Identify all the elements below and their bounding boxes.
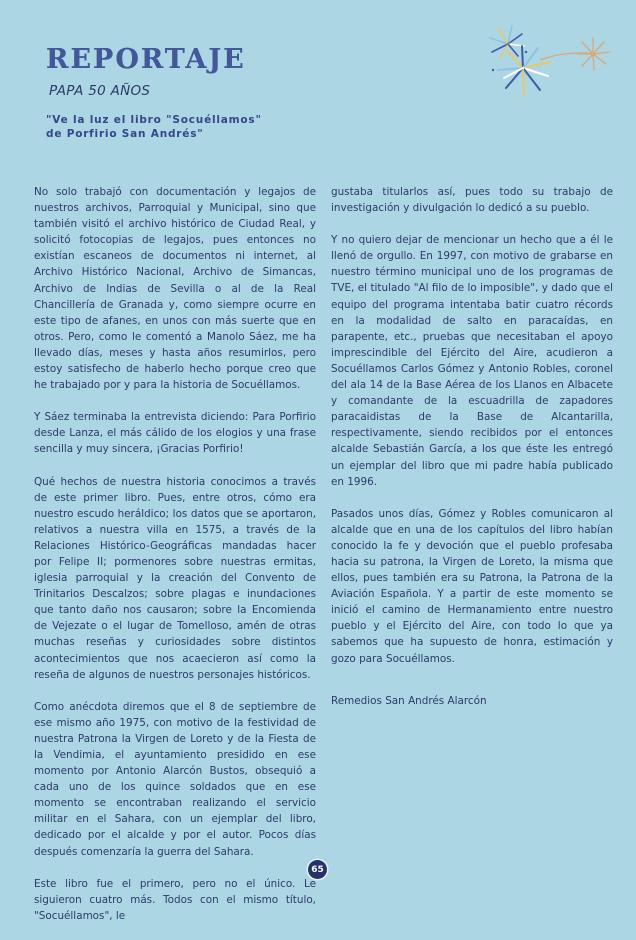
firework-small (490, 26, 524, 58)
paragraph: Como anécdota diremos que el 8 de septiembre de ese mismo año 1975, con motivo de la festividad de nuestra Patrona la Virgen de Loreto y de la Fiesta de la Vendimia, el ayuntamiento presidido en ese momento por Antonio Alarcón Bustos, obsequió a cada uno de los quince soldados que en ese momento se encontraban realizando el servicio militar en el Sahara, con un ejemplar del libro, dedicado por el alcalde y por el autor. Pocos días después comenzaría la guerra del Sahara. (34, 700, 316, 858)
left-column (34, 184, 316, 940)
paragraph: No solo trabajó con documentación y legajos de nuestros archivos, Parroquial y Municipal, sino que también visitó el archivo histórico de Ciudad Real, y solicitó fotocopias de legajos, pues entonces no existían escaneos de documentos ni internet, al Archivo Histórico Nacional, Archivo de Simancas, Archivo de Indias de Sevilla o al de la Real Chancillería de Granada y, como siempre ocurre en este tipo de afanes, en unos con más suerte que en otros. Pero, como le comentó a Manolo Sáez, me ha llevado días, meses y hasta años resumirlos, pero estoy satisfecho de haberlo hecho porque creo que he trabajado por y para la historia de Socuéllamos. (34, 186, 316, 392)
firework-large (492, 46, 550, 96)
quote-line-2: de Porfirio San Andrés" (46, 128, 204, 140)
fireworks-icon (478, 22, 636, 104)
paragraph: gustaba titularlos así, pues todo su trabajo de investigación y divulgación lo dedicó a su pueblo. (331, 186, 613, 215)
quote-line-1: "Ve la luz el libro "Socuéllamos" (46, 114, 262, 126)
paragraph: Y no quiero dejar de mencionar un hecho que a él le llenó de orgullo. En 1997, con motivo de grabarse en nuestro término municipal uno de los programas de TVE, el titulado "Al filo de lo imposible", y dado que el equipo del programa intentaba batir cuatro récords en la modalidad de salto en paracaídas, en parapente, etc., pruebas que necesitaban el apoyo imprescindible del Ejército del Aire, acudieron a Socuéllamos Carlos Gómez y Antonio Robles, coronel del ala 14 de la Base Aérea de los Llanos en Albacete y comandante de la escuadrilla de zapadores paracaidistas de la Base de Alcantarilla, respectivamente, siendo recibidos por el entonces alcalde Sebastián García, a los que éste les entregó un ejemplar del libro que mi padre había publicado en 1996. (331, 234, 613, 488)
section-title-text: REPORTAJE (46, 44, 246, 75)
right-column (331, 184, 613, 725)
firework-gold (578, 38, 610, 70)
page-number-badge: 65 (308, 860, 327, 879)
paragraph: Este libro fue el primero, pero no el único. Le siguieron cuatro más. Todos con el mismo título, "Socuéllamos", le (34, 877, 316, 922)
section-title (46, 44, 246, 75)
article-subtitle: PAPA 50 AÑOS (49, 83, 151, 99)
paragraph: Pasados unos días, Gómez y Robles comunicaron al alcalde que en una de los capítulos del libro habían conocido la fe y devoción que el pueblo profesaba hacia su patrona, la Virgen de Loreto, la misma que ellos, pues también era su Patrona, la Patrona de la Aviación Española. Y a partir de este momento se inició el camino de Hermanamiento entre nuestro pueblo y el Ejército del Aire, con todo lo que ya sabemos que ha supuesto de honra, estimación y gozo para Socuéllamos. (331, 507, 613, 665)
paragraph: Qué hechos de nuestra historia conocimos a través de este primer libro. Pues, entre otros, cómo era nuestro escudo heráldico; los datos que se aportaron, relativos a nuestra villa en 1575, a través de la Relaciones Histórico-Geográficas mandadas hacer por Felipe II; pormenores sobre nuestras ermitas, iglesia parroquial y la creación del Convento de Trinitarios Descalzos; sobre plagas e inundaciones que tanto daño nos causaron; sobre la Encomienda de Vejezate o el lugar de Tomelloso, amén de otras muchas reseñas y curiosidades sobre distintos acontecimientos que nos acaecieron así como la reseña de algunos de nuestros personajes históricos. (34, 475, 316, 681)
paragraph: Y Sáez terminaba la entrevista diciendo: Para Porfirio desde Lanza, el más cálido de los elogios y una frase sencilla y muy sincera, ¡Gracias Porfirio! (34, 411, 316, 456)
author-signature: Remedios San Andrés Alarcón (331, 694, 487, 707)
article-headline-quote (46, 113, 262, 141)
